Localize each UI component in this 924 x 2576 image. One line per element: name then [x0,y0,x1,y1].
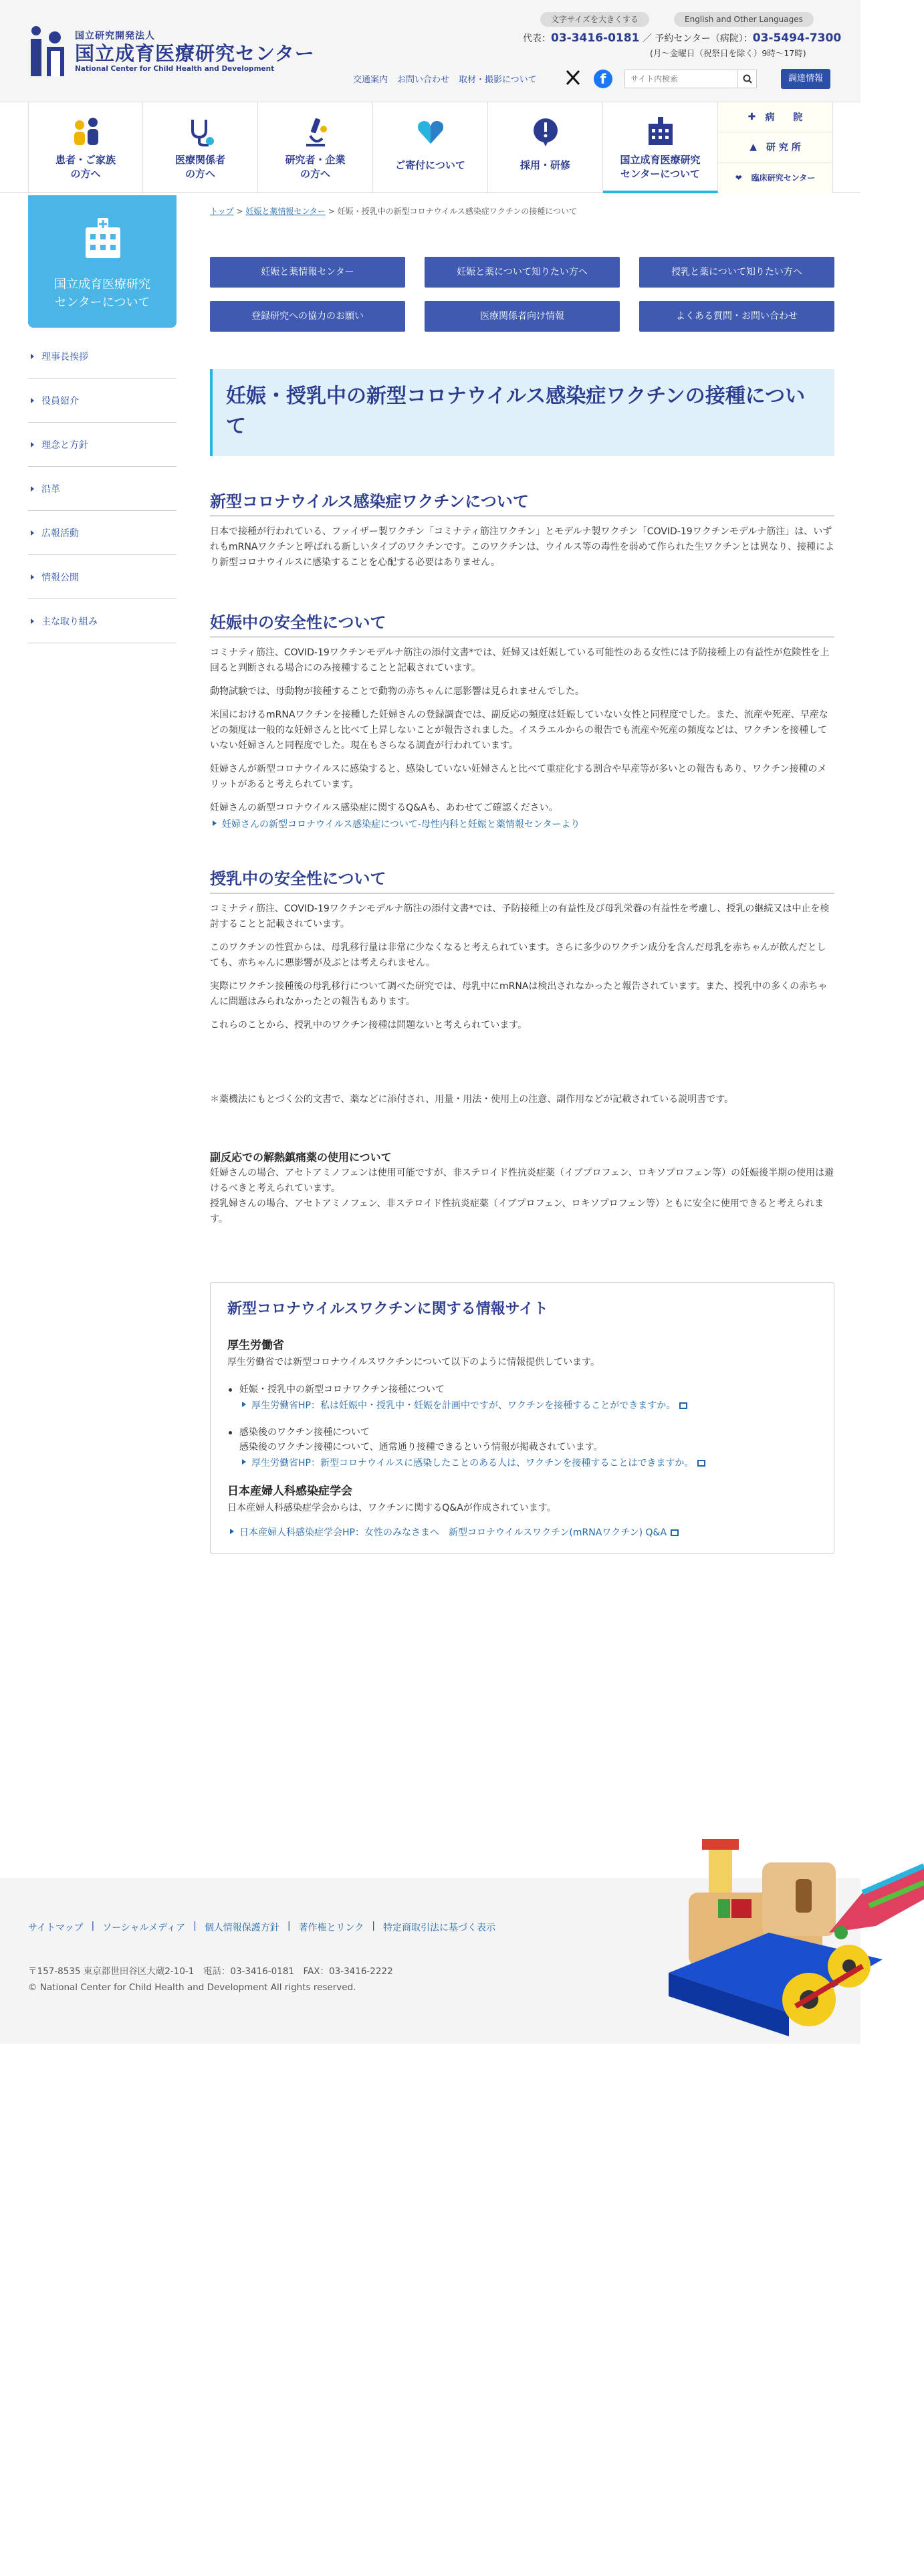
sidebar-item-history[interactable]: 沿革 [28,467,177,511]
sidebar-item-executives[interactable]: 役員紹介 [28,379,177,423]
logo-org-name: 国立成育医療研究センター [75,42,315,65]
site-logo[interactable] [28,24,315,78]
nav-about-center[interactable]: 国立成育医療研究 センターについて [603,102,718,193]
mhlw-post-infection-link[interactable]: 厚生労働省HP：新型コロナウイルスに感染したことのある人は、ワクチンを接種することはできますか。 [239,1456,817,1471]
access-link[interactable]: 交通案内 [353,75,388,85]
contact-link[interactable]: お問い合わせ [397,75,450,85]
pregnancy-qa-link[interactable]: 妊婦さんの新型コロナウイルス感染症について-母性内科と妊娠と薬情報センターより [210,817,834,831]
microscope-icon [300,116,332,148]
main-phone-number[interactable]: 03-3416-0181 [551,31,640,45]
flask-icon: ▲ [749,142,758,152]
hospital-building-icon [645,116,677,148]
nav-researchers[interactable]: 研究者・企業 の方へ [258,102,373,193]
toy-train-illustration [662,1799,924,2043]
sidebar-item-greeting[interactable]: 理事長挨拶 [28,334,177,379]
sidebar [28,195,177,643]
sidebar-title-2: センターについて [54,296,150,310]
paragraph: 米国におけるmRNAワクチンを接種した妊婦さんの登録調査では、副反応の頻度は妊娠していない女性と同程度でした。また、流産や死産、早産などの頻度は一般的な妊婦さんと比べて上昇しないことが報告されました。イスラエルからの報告でも流産や死産の頻度などは、ワクチンを接種していない妊婦さんと同程度でした。現在もさらなる調査が行われています。 [210,710,828,751]
external-link-icon [671,1529,679,1536]
reservation-phone-number[interactable]: 03-5494-7300 [752,31,842,45]
breadcrumb-parent[interactable]: 妊娠と薬情報センター [245,207,326,216]
paragraph: このワクチンの性質からは、母乳移行量は非常に少なくなると考えられています。さらに多少のワクチン成分を含んだ母乳を赤ちゃんが飲んだとしても、赤ちゃんに悪影響が及ぶとは考えられません。 [210,942,826,968]
nav-medical-professionals[interactable]: 医療関係者 の方へ [143,102,258,193]
paragraph: コミナティ筋注、COVID-19ワクチンモデルナ筋注の添付文書*では、妊婦又は妊娠している可能性のある女性には予防接種上の有益性が危険性を上回ると判断される場合にのみ接種することと記載されています。 [210,647,830,673]
hospital-icon [83,218,123,259]
sidebar-item-initiatives[interactable]: 主な取り組み [28,599,177,643]
info-sites-box [210,1282,834,1554]
jsog-qa-link[interactable]: 日本産婦人科感染症学会HP：女性のみなさまへ 新型コロナウイルスワクチン(mRNAワクチン) Q&A [227,1525,817,1539]
site-search [624,70,757,88]
phone-info: 代表：03-3416-0181 ／ 予約センター（病院）：03-5494-7300 [523,31,842,45]
paragraph: 動物試験では、母動物が接種することで動物の赤ちゃんに悪影響は見られませんでした。 [210,686,584,697]
press-link[interactable]: 取材・撮影について [459,75,537,85]
research-registration-button[interactable]: 登録研究への協力のお願い [210,301,405,332]
global-nav [0,102,860,193]
professional-info-button[interactable]: 医療関係者向け情報 [425,301,620,332]
search-input[interactable] [625,70,737,88]
utility-links [353,72,537,85]
search-icon[interactable] [737,70,756,88]
mhlw-heading: 厚生労働省 [227,1339,284,1352]
paragraph: 妊婦さんの場合、アセトアミノフェンは使用可能ですが、非ステロイド性抗炎症薬（イブプロフェン、ロキソプロフェン等）の妊娠後半期の使用は避けるべきと考えられています。 [210,1168,834,1194]
footer-address: 〒157-8535 東京都世田谷区大蔵2-10-1 電話：03-3416-0181 FAX：03-3416-2222 © National Center for Child Health and Development All rights reserved. [28,1963,393,1996]
paragraph: 日本で接種が行われている、ファイザー製ワクチン「コミナティ筋注ワクチン」とモデルナ製ワクチン「COVID-19ワクチンモデルナ筋注」は、いずれもmRNAワクチンと呼ばれる新しいタイプのワクチンです。このワクチンは、ウイルス等の毒性を弱めて作られた生ワクチンとは異なり、接種により新型コロナウイルスに感染することを心配する必要はありません。 [210,526,834,568]
subnav-research-institute[interactable]: ▲ 研 究 所 [718,132,832,163]
section-buttons [210,257,834,332]
logo-english-name: National Center for Child Health and Development [75,65,275,73]
nav-recruitment[interactable]: 採用・研修 [488,102,603,193]
heart-small-icon: ❤ [735,173,742,183]
subnav-hospital[interactable]: ✚ 病 院 [718,102,832,132]
paragraph: 授乳婦さんの場合、アセトアミノフェン、非ステロイド性抗炎症薬（イブプロフェン、ロキソプロフェン等）ともに安全に使用できると考えられます。 [210,1198,824,1224]
footer-links: サイトマップ | ソーシャルメディア | 個人情報保護方針 | 著作権とリンク | 特定商取引法に基づく表示 [28,1921,495,1933]
section-heading-lactation: 授乳中の安全性について [210,865,834,893]
external-link-icon [697,1460,705,1467]
paragraph: 日本産婦人科感染症学会からは、ワクチンに関するQ&Aが作成されています。 [227,1503,556,1513]
sidebar-item-disclosure[interactable]: 情報公開 [28,555,177,599]
breadcrumb: トップ > 妊娠と薬情報センター > 妊娠・授乳中の新型コロナウイルス感染症ワクチンの接種について [210,207,578,216]
exclamation-bubble-icon [530,116,562,148]
sidebar-item-philosophy[interactable]: 理念と方針 [28,423,177,467]
footer-commerce-law-link[interactable]: 特定商取引法に基づく表示 [382,1923,495,1933]
facebook-icon[interactable]: f [594,70,612,88]
language-button[interactable]: English and Other Languages [674,12,814,27]
footer-copyright-link[interactable]: 著作権とリンク [298,1923,364,1933]
procurement-button[interactable]: 調達情報 [781,69,830,89]
section-heading-vaccine: 新型コロナウイルス感染症ワクチンについて [210,488,834,516]
nav-donation[interactable]: ご寄付について [373,102,488,193]
list-item: 感染後のワクチン接種について 感染後のワクチン接種について、通常通り接種できるという情報が掲載されています。 厚生労働省HP：新型コロナウイルスに感染したことのある人は、ワクチンを接種することはできますか。 [227,1425,817,1471]
antipyretic-heading: 副反応での解熱鎮痛薬の使用について [210,1151,392,1164]
logo-mark-icon [28,24,68,78]
x-twitter-icon[interactable] [566,70,580,86]
paragraph: コミナティ筋注、COVID-19ワクチンモデルナ筋注の添付文書*では、予防接種上の有益性及び母乳栄養の有益性を考慮し、授乳の継続又は中止を検討することと記載されています。 [210,903,830,930]
page-title: 妊娠・授乳中の新型コロナウイルス感染症ワクチンの接種について [210,369,834,456]
heart-icon [415,116,447,148]
sidebar-title-1: 国立成育医療研究 [54,278,150,292]
paragraph: 妊婦さんが新型コロナウイルスに感染すると、感染していない妊婦さんと比べて重症化する割合や早産等が多いとの報告もあり、ワクチン接種のメリットがあると考えられています。 [210,764,827,790]
logo-org-type: 国立研究開発法人 [75,31,155,41]
lactation-drugs-button[interactable]: 授乳と薬について知りたい方へ [639,257,834,288]
paragraph: これらのことから、授乳中のワクチン接種は問題ないと考えられています。 [210,1020,528,1031]
paragraph: 厚生労働省では新型コロナウイルスワクチンについて以下のように情報提供しています。 [227,1357,600,1368]
paragraph: 妊婦さんの新型コロナウイルス感染症に関するQ&Aも、あわせてご確認ください。 [210,802,558,813]
copyright: © National Center for Child Health and Development All rights reserved. [28,1982,356,1993]
antipyretic-section [210,1149,834,1227]
sidebar-list [28,334,177,643]
breadcrumb-top[interactable]: トップ [210,207,234,216]
sidebar-header[interactable] [28,195,177,328]
info-box-title: 新型コロナウイルスワクチンに関する情報サイト [227,1301,549,1317]
reservation-hours: (月〜金曜日（祝祭日を除く）9時〜17時) [650,48,806,58]
sub-nav [718,102,833,193]
family-icon [70,116,102,148]
breadcrumb-current: 妊娠・授乳中の新型コロナウイルス感染症ワクチンの接種について [337,207,578,216]
subnav-clinical-research[interactable]: ❤ 臨床研究センター [735,173,816,183]
footer-sitemap-link[interactable]: サイトマップ [28,1923,84,1933]
section-heading-pregnancy: 妊娠中の安全性について [210,609,834,637]
sidebar-item-pr[interactable]: 広報活動 [28,511,177,555]
jsog-heading: 日本産婦人科感染症学会 [227,1485,352,1498]
site-header [0,0,860,102]
list-item: 妊娠・授乳中の新型コロナワクチン接種について 厚生労働省HP：私は妊娠中・授乳中・妊娠を計画中ですが、ワクチンを接種することができますか。 [227,1382,817,1413]
faq-contact-button[interactable]: よくある質問・お問い合わせ [639,301,834,332]
plus-icon: ✚ [747,112,756,122]
stethoscope-icon [185,116,217,148]
package-insert-note: ＊薬機法にもとづく公的文書で、薬などに添付され、用量・用法・使用上の注意、副作用などが記載されている説明書です。 [210,1094,734,1105]
font-size-button[interactable]: 文字サイズを大きくする [540,12,649,27]
nav-patients[interactable]: 患者・ご家族 の方へ [28,102,143,193]
paragraph: 実際にワクチン接種後の母乳移行について調べた研究では、母乳中にmRNAは検出されなかったと報告されています。また、授乳中の多くの赤ちゃんに問題はみられなかったとの報告もあります。 [210,981,828,1007]
center-button[interactable]: 妊娠と薬情報センター [210,257,405,288]
footer-social-link[interactable]: ソーシャルメディア [102,1923,186,1933]
pregnancy-drugs-button[interactable]: 妊娠と薬について知りたい方へ [425,257,620,288]
footer-privacy-link[interactable]: 個人情報保護方針 [204,1923,279,1933]
mhlw-pregnancy-link[interactable]: 厚生労働省HP：私は妊娠中・授乳中・妊娠を計画中ですが、ワクチンを接種することができますか。 [239,1398,817,1413]
external-link-icon [679,1402,687,1409]
main-content [210,195,834,1554]
